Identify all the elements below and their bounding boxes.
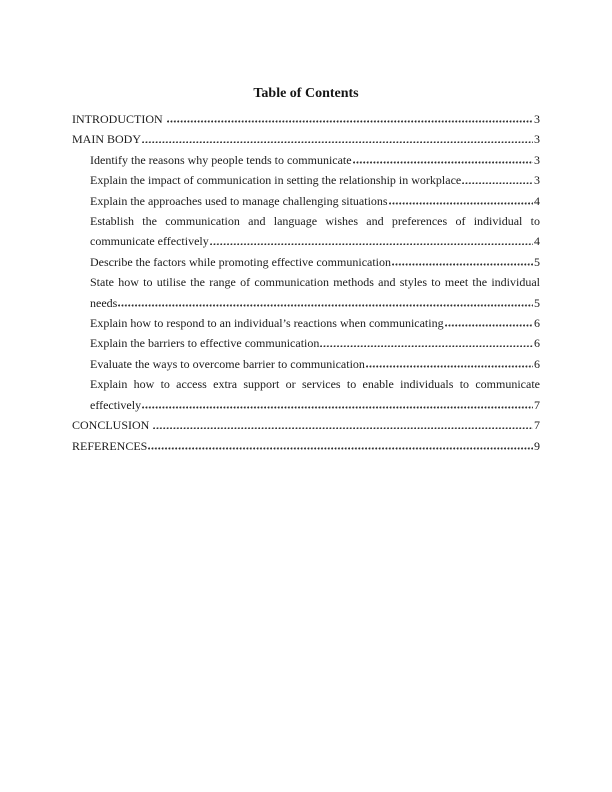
toc-page-number: 6 (534, 316, 540, 331)
toc-entry-text: Explain how to access extra support or services to enable individuals to communicate (90, 377, 540, 392)
toc-entry (72, 374, 540, 415)
toc-entry (72, 354, 540, 374)
toc-entry-text: Explain the approaches used to manage challenging situations (90, 193, 388, 208)
dot-leader (153, 427, 533, 430)
toc-entry-text: INTRODUCTION (72, 112, 166, 126)
toc-entry (72, 170, 540, 190)
toc-entry-text: Establish the communication and language wishes and preferences of individual to (90, 214, 540, 229)
toc-entry-text: effectively (90, 397, 142, 412)
toc-page-number: 6 (534, 336, 540, 351)
toc-page-number: 5 (534, 254, 540, 269)
toc-entry (72, 191, 540, 211)
toc-line (90, 293, 540, 313)
toc-line (90, 354, 540, 374)
toc-line (72, 109, 540, 129)
toc-line (72, 436, 540, 456)
toc-entry-text: needs (90, 295, 118, 310)
dot-leader (167, 120, 533, 123)
toc-entry-text: State how to utilise the range of communication methods and styles to meet the individual (90, 275, 540, 290)
toc-page-number: 5 (534, 295, 540, 310)
dot-leader (392, 263, 533, 266)
toc-page-number: 3 (534, 152, 540, 167)
toc-entry (72, 211, 540, 252)
toc-entry (72, 313, 540, 333)
toc-entry (72, 436, 540, 456)
toc-entry-text: Identify the reasons why people tends to communicate (90, 152, 352, 167)
toc-page-number: 7 (534, 397, 540, 412)
table-of-contents (72, 109, 540, 456)
dot-leader (118, 304, 533, 307)
toc-line (90, 211, 540, 231)
toc-entry-text: Evaluate the ways to overcome barrier to communication (90, 356, 365, 371)
dot-leader (142, 141, 533, 144)
toc-line (90, 252, 540, 272)
toc-line (90, 333, 540, 353)
toc-line (90, 191, 540, 211)
toc-entry (72, 150, 540, 170)
dot-leader (445, 324, 533, 327)
toc-line (90, 374, 540, 394)
toc-entry-text: CONCLUSION (72, 418, 153, 433)
toc-entry-text: Explain how to respond to an individual’s reactions when communicating (90, 316, 444, 331)
toc-entry (72, 109, 540, 129)
dot-leader (148, 447, 533, 450)
toc-line (90, 395, 540, 415)
toc-page-number: 9 (534, 438, 540, 453)
dot-leader (320, 345, 533, 348)
toc-page-number: 3 (534, 173, 540, 188)
toc-page-number: 6 (534, 356, 540, 371)
toc-entry-text: REFERENCES (72, 438, 148, 453)
toc-entry (72, 129, 540, 149)
toc-entry-text: MAIN BODY (72, 132, 141, 147)
toc-line (90, 272, 540, 292)
toc-page-number: 7 (534, 418, 540, 433)
toc-entry (72, 415, 540, 435)
toc-line (90, 170, 540, 190)
page-title: Table of Contents (253, 86, 359, 101)
toc-page-number: 4 (534, 193, 540, 208)
toc-page-number: 3 (534, 132, 540, 147)
toc-entry (72, 252, 540, 272)
toc-entry (72, 333, 540, 353)
toc-page-number: 4 (534, 234, 540, 249)
toc-line (72, 129, 540, 149)
dot-leader (366, 365, 533, 368)
dot-leader (142, 406, 533, 409)
toc-entry-text: Explain the impact of communication in setting the relationship in workplace (90, 173, 462, 188)
toc-line (90, 231, 540, 251)
toc-entry-text: communicate effectively (90, 234, 209, 249)
toc-page-number: 3 (534, 112, 540, 126)
toc-line (90, 150, 540, 170)
dot-leader (210, 243, 533, 246)
toc-line (90, 313, 540, 333)
toc-entry (72, 272, 540, 313)
dot-leader (462, 182, 533, 185)
dot-leader (353, 161, 533, 164)
dot-leader (389, 202, 533, 205)
toc-entry-text: Explain the barriers to effective communication (90, 336, 320, 351)
toc-line (72, 415, 540, 435)
toc-entry-text: Describe the factors while promoting effective communication (90, 254, 392, 269)
